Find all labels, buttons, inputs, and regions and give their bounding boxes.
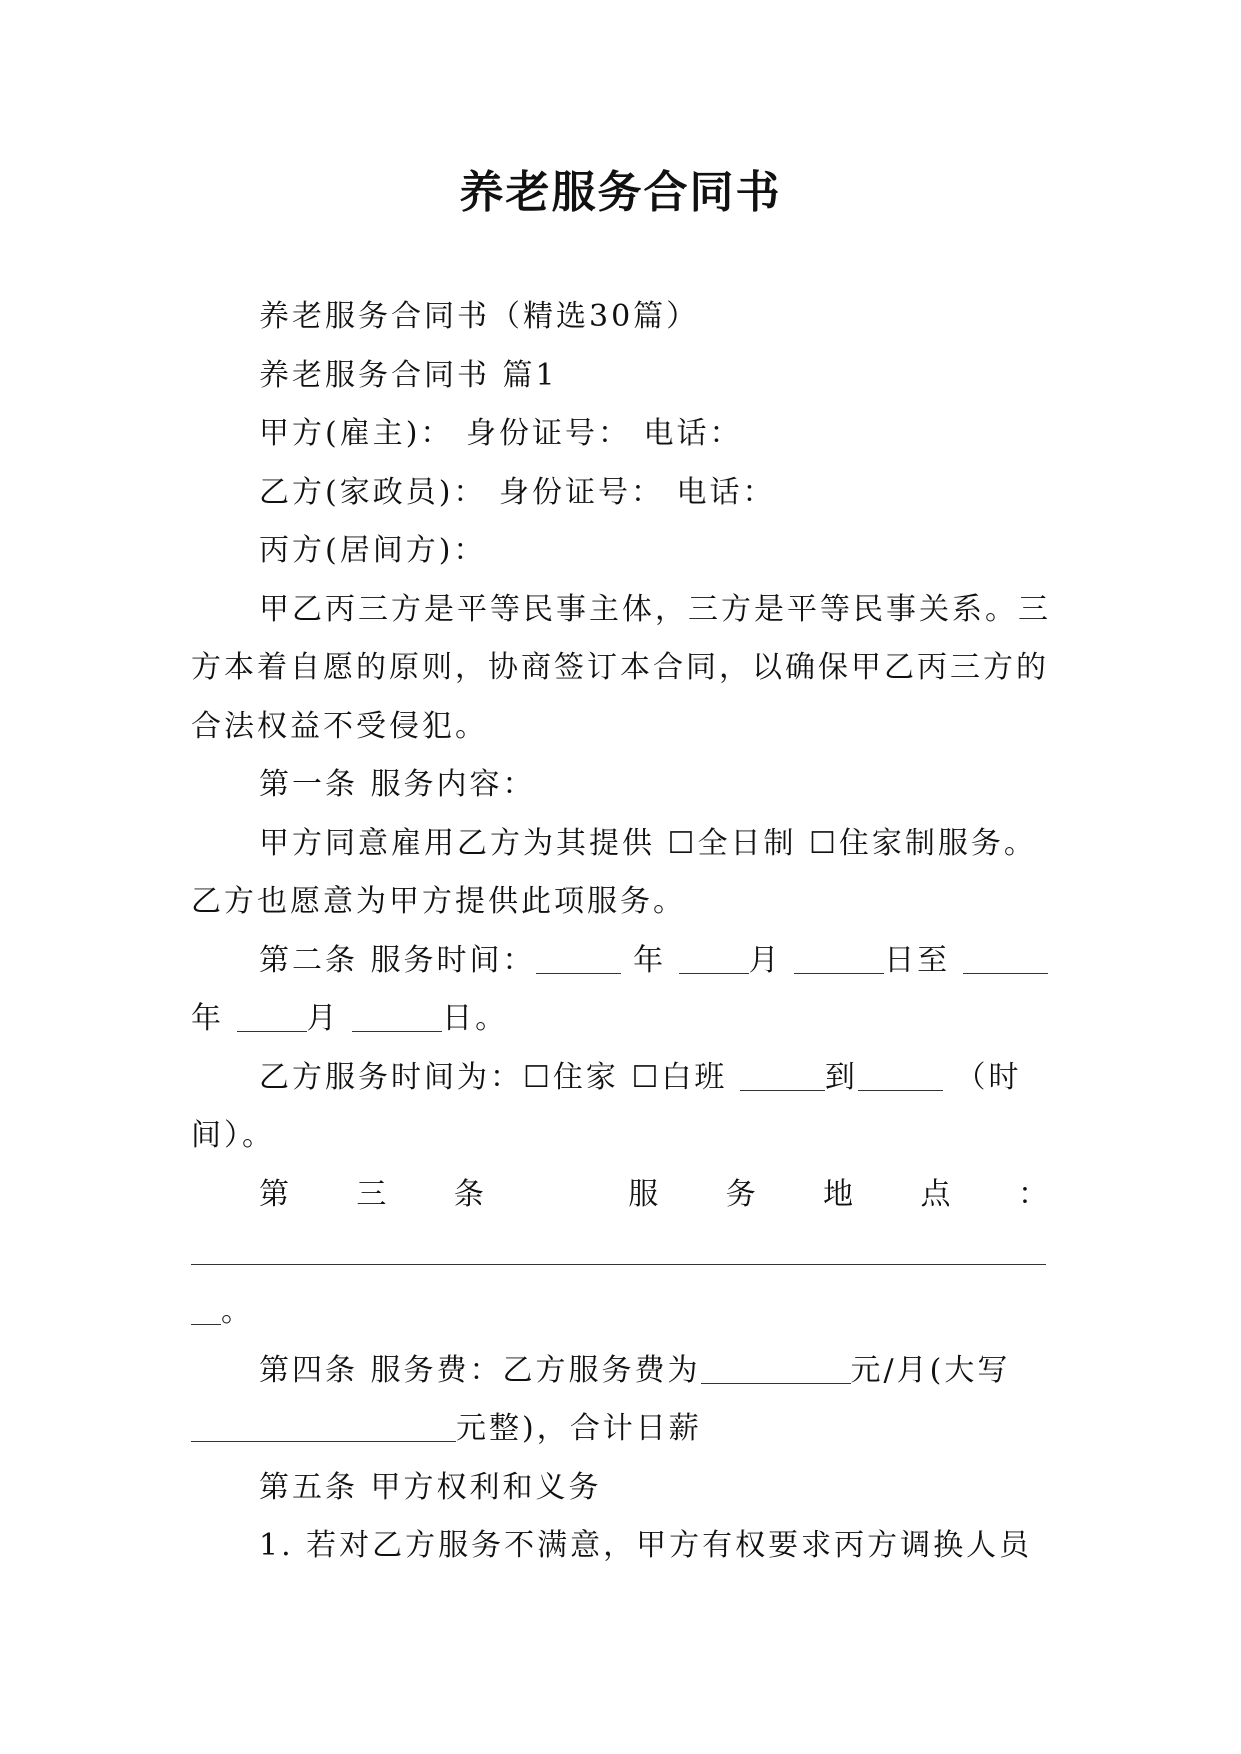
day-to-label: 日至 — [884, 942, 951, 978]
live-in-checkbox: ☐住家制服务。 — [809, 825, 1037, 861]
intro-line-1: 养老服务合同书（精选30篇） — [259, 299, 700, 334]
article-1-paragraph — [191, 815, 1051, 932]
time-note: （时 — [955, 1059, 1022, 1095]
end-month-blank — [237, 1001, 307, 1032]
party-b-line: 乙方(家政员)： 身份证号： 电话： — [259, 474, 776, 510]
end-year-label: 年 — [191, 1001, 224, 1036]
article-1-heading: 第一条 服务内容： — [259, 767, 536, 802]
service-time-paragraph — [191, 1049, 1051, 1166]
monthly-fee-blank — [701, 1353, 851, 1384]
start-month-blank — [679, 943, 749, 974]
end-day-label: 日。 — [442, 1001, 509, 1036]
article-4-paragraph — [191, 1342, 1051, 1459]
preamble-paragraph: 甲乙丙三方是平等民事主体，三方是平等民事关系。三方本着自愿的原则，协商签订本合同，以确保甲乙丙三方的合法权益不受侵犯。 — [191, 591, 1051, 744]
service-time-label: 乙方服务时间为： — [259, 1059, 523, 1095]
live-in-option: ☐住家 — [523, 1059, 619, 1095]
fee-unit: 元/月(大写 — [850, 1352, 1011, 1388]
end-month-label: 月 — [306, 1001, 340, 1036]
article-1-text-b: 乙方也愿意为甲方提供此项服务。 — [191, 884, 686, 919]
article-3-period: 。 — [221, 1294, 254, 1329]
end-day-blank — [352, 1001, 442, 1032]
article-5-heading: 第五条 甲方权利和义务 — [259, 1469, 602, 1505]
end-year-blank — [963, 943, 1048, 974]
document-body — [191, 288, 1051, 1576]
service-location-blank — [191, 1224, 1046, 1265]
fee-uppercase-blank — [191, 1411, 456, 1442]
time-note-end: 间）。 — [191, 1118, 275, 1153]
start-year-blank — [536, 943, 621, 974]
month-label: 月 — [748, 942, 782, 978]
to-label: 到 — [824, 1059, 858, 1095]
article-4-heading: 第四条 服务费：乙方服务费为 — [259, 1352, 701, 1388]
location-blank-end — [191, 1294, 221, 1325]
day-shift-option: ☐白班 — [631, 1059, 728, 1095]
article-5-item-1: 1. 若对乙方服务不满意，甲方有权要求丙方调换人员 — [259, 1528, 1033, 1563]
time-from-blank — [740, 1060, 825, 1091]
time-to-blank — [858, 1060, 943, 1091]
start-day-blank — [794, 943, 884, 974]
party-c-line: 丙方(居间方)： — [259, 533, 487, 568]
article-3-heading: 第三条 服务地点： — [259, 1176, 1051, 1212]
article-1-text: 甲方同意雇用乙方为其提供 — [259, 825, 655, 861]
full-time-checkbox: ☐全日制 — [667, 825, 797, 861]
fee-end: 元整)，合计日薪 — [456, 1411, 702, 1446]
year-label: 年 — [633, 942, 667, 978]
document-title: 养老服务合同书 — [459, 167, 782, 218]
article-2-heading: 第二条 服务时间： — [259, 942, 536, 978]
intro-line-2: 养老服务合同书 篇1 — [259, 357, 558, 393]
article-2-paragraph — [191, 932, 1051, 1049]
party-a-line: 甲方(雇主)： 身份证号： 电话： — [259, 416, 743, 451]
article-3-end — [191, 1283, 1051, 1342]
